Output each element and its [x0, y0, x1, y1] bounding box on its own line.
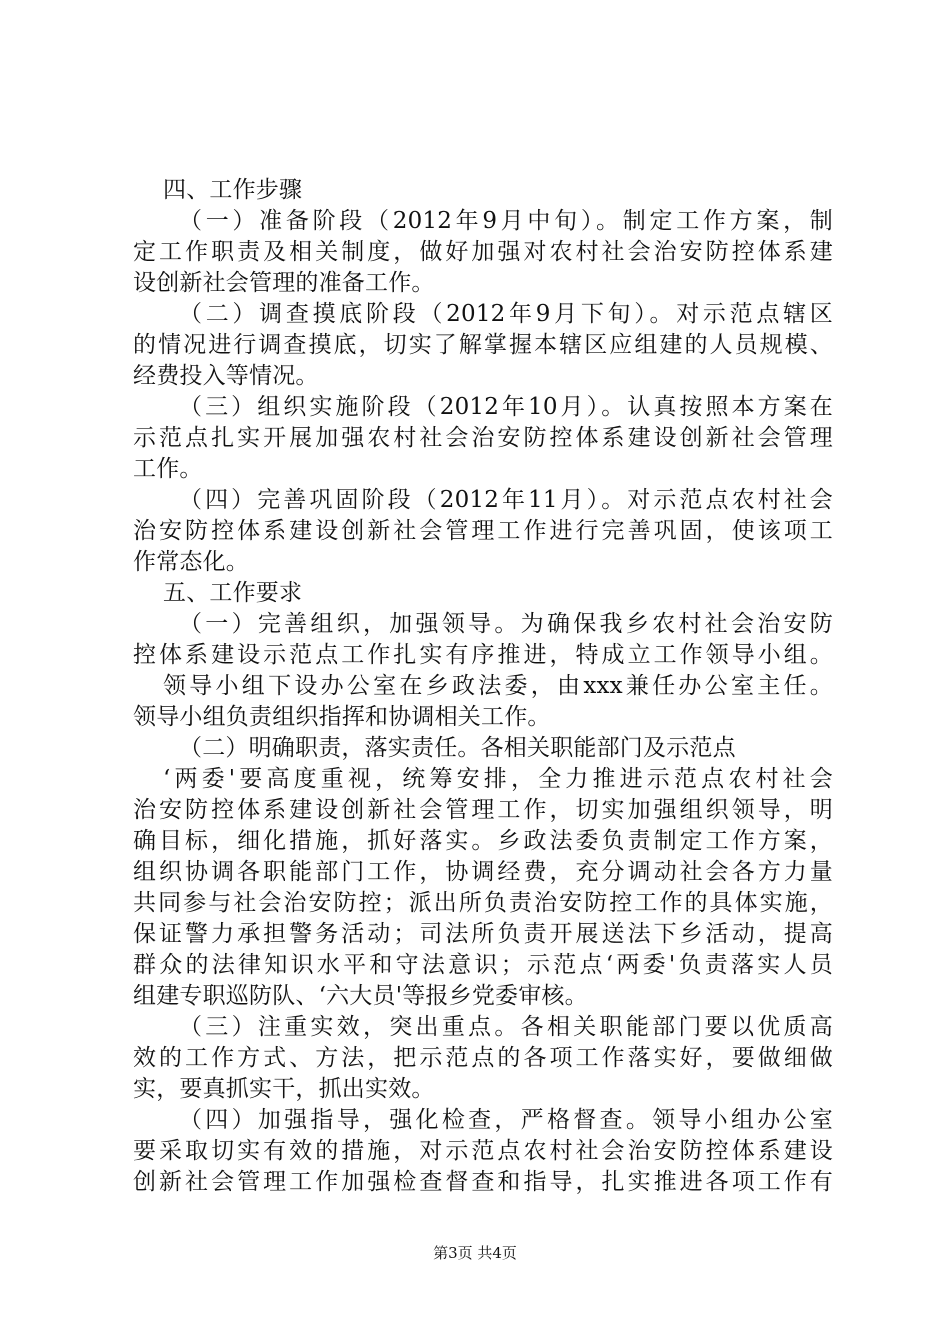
paragraph-line: （四）加强指导，强化检查，严格督查。领导小组办公室 — [179, 1107, 833, 1133]
paragraph-line: 治安防控体系建设创新社会管理工作，切实加强组织领导，明 — [133, 797, 833, 823]
paragraph-line: （二）明确职责，落实责任。各相关职能部门及示范点 — [179, 735, 736, 761]
paragraph-line: 作常态化。 — [133, 549, 249, 575]
paragraph-line: 示范点扎实开展加强农村社会治安防控体系建设创新社会管理 — [133, 425, 833, 451]
paragraph-line: 设创新社会管理的准备工作。 — [133, 270, 435, 296]
paragraph-line: （四）完善巩固阶段（2012年11月）。对示范点农村社会 — [179, 487, 833, 513]
section-heading-steps: 四、工作步骤 — [163, 177, 303, 203]
paragraph-line: 定工作职责及相关制度，做好加强对农村社会治安防控体系建 — [133, 239, 833, 265]
document-body — [133, 175, 833, 1198]
paragraph-line: 组建专职巡防队、‘六大员'等报乡党委审核。 — [133, 983, 588, 1009]
section-heading-requirements: 五、工作要求 — [163, 580, 303, 606]
paragraph-line: （三）组织实施阶段（2012年10月）。认真按照本方案在 — [179, 394, 833, 420]
paragraph-line: 的情况进行调查摸底，切实了解掌握本辖区应组建的人员规模、 — [133, 332, 833, 358]
paragraph-line: 工作。 — [133, 456, 203, 482]
page-number-footer: 第3页 共4页 — [433, 1244, 517, 1262]
paragraph-line: 效的工作方式、方法，把示范点的各项工作落实好，要做细做 — [133, 1045, 833, 1071]
paragraph-line: ‘两委'要高度重视，统筹安排，全力推进示范点农村社会 — [163, 766, 833, 792]
paragraph-line: （一）完善组织，加强领导。为确保我乡农村社会治安防 — [179, 611, 833, 637]
paragraph-line: 治安防控体系建设创新社会管理工作进行完善巩固，使该项工 — [133, 518, 833, 544]
paragraph-line: 组织协调各职能部门工作，协调经费，充分调动社会各方力量 — [133, 859, 833, 885]
paragraph-line: 控体系建设示范点工作扎实有序推进，特成立工作领导小组。 — [133, 642, 833, 668]
paragraph-line: 实，要真抓实干，抓出实效。 — [133, 1076, 435, 1102]
paragraph-line: （三）注重实效，突出重点。各相关职能部门要以优质高 — [179, 1014, 833, 1040]
paragraph-line: 共同参与社会治安防控；派出所负责治安防控工作的具体实施， — [133, 890, 833, 916]
paragraph-line: 保证警力承担警务活动；司法所负责开展送法下乡活动，提高 — [133, 921, 833, 947]
paragraph-line: （二）调查摸底阶段（2012年9月下旬）。对示范点辖区 — [179, 301, 833, 327]
paragraph-line: 领导小组负责组织指挥和协调相关工作。 — [133, 704, 551, 730]
paragraph-line: （一）准备阶段（2012年9月中旬）。制定工作方案，制 — [179, 208, 833, 234]
paragraph-line: 确目标，细化措施，抓好落实。乡政法委负责制定工作方案， — [133, 828, 833, 854]
paragraph-line: 要采取切实有效的措施，对示范点农村社会治安防控体系建设 — [133, 1138, 833, 1164]
paragraph-line: 领导小组下设办公室在乡政法委，由xxx兼任办公室主任。 — [163, 673, 833, 699]
paragraph-line: 创新社会管理工作加强检查督查和指导，扎实推进各项工作有 — [133, 1169, 833, 1195]
paragraph-line: 群众的法律知识水平和守法意识；示范点‘两委'负责落实人员 — [133, 952, 833, 978]
paragraph-line: 经费投入等情况。 — [133, 363, 319, 389]
